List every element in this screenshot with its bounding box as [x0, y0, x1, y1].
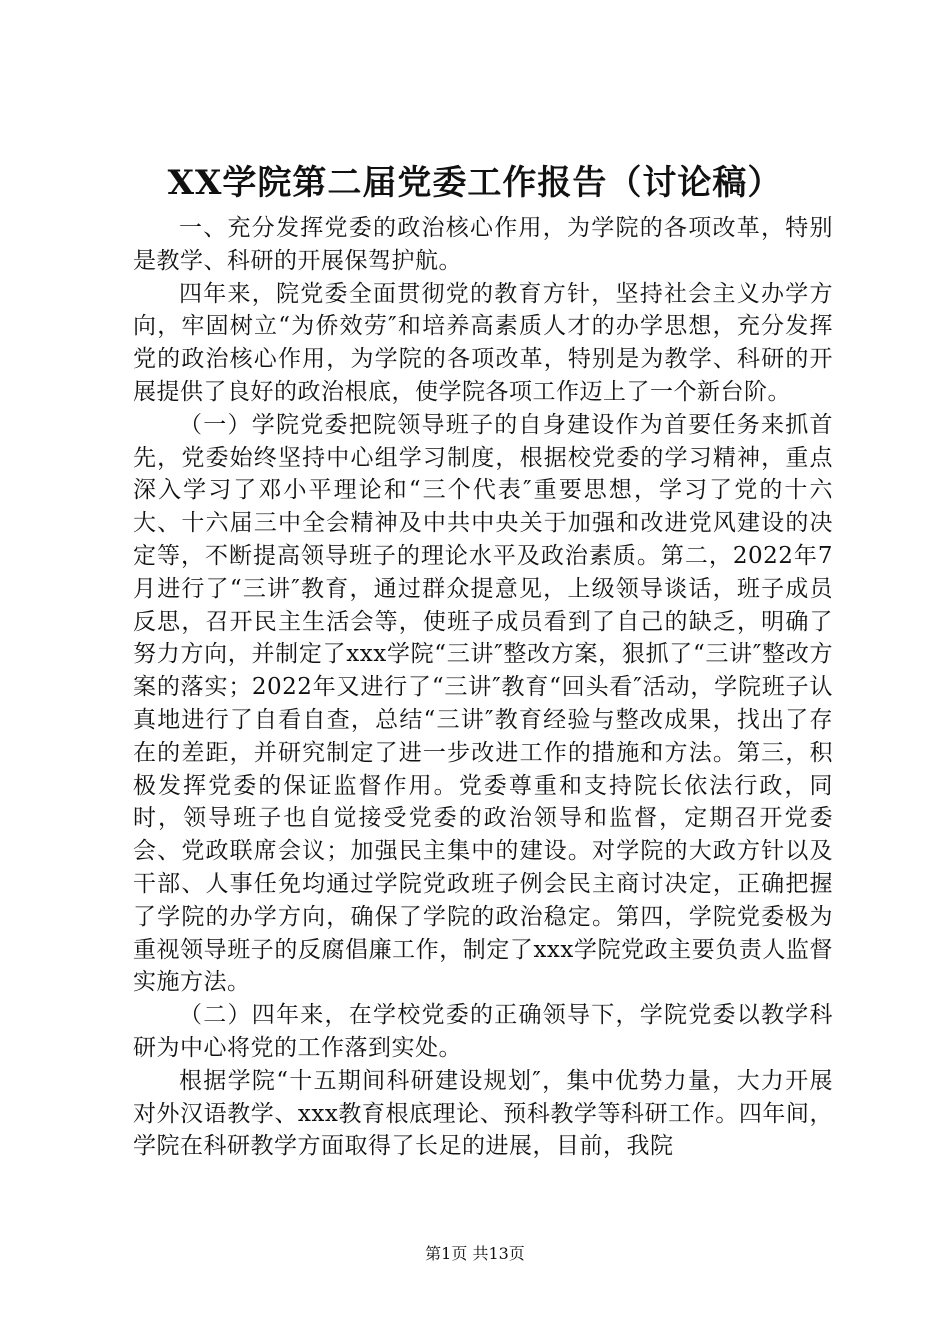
paragraph-2: 四年来，院党委全面贯彻党的教育方针，坚持社会主义办学方向，牢固树立“为侨效劳″和培养高素质人才的办学思想，充分发挥党的政治核心作用，为学院的各项改革，特别是为教学、科研的开展提供了良好的政治根底，使学院各项工作迈上了一个新台阶。: [133, 280, 833, 405]
paragraph-5: 根据学院“十五期间科研建设规划″，集中优势力量，大力开展对外汉语教学、xxx教育根底理论、预科教学等科研工作。四年间，学院在科研教学方面取得了长足的进展，目前，我院: [133, 1067, 833, 1160]
document-body: [133, 212, 833, 1163]
document-title: XX学院第二届党委工作报告（讨论稿）: [167, 163, 783, 203]
paragraph-3: （一）学院党委把院领导班子的自身建设作为首要任务来抓首先，党委始终坚持中心组学习制度，根据校党委的学习精神，重点深入学习了邓小平理论和“三个代表″重要思想，学习了党的十六大、十六届三中全会精神及中共中央关于加强和改进党风建设的决定等，不断提高领导班子的理论水平及政治素质。第二，2022年7月进行了“三讲″教育，通过群众提意见，上级领导谈话，班子成员反思，召开民主生活会等，使班子成员看到了自己的缺乏，明确了努力方向，并制定了xxx学院“三讲″整改方案，狠抓了“三讲″整改方案的落实；2022年又进行了“三讲″教育“回头看″活动，学院班子认真地进行了自看自查，总结“三讲″教育经验与整改成果，找出了存在的差距，并研究制定了进一步改进工作的措施和方法。第三，积极发挥党委的保证监督作用。党委尊重和支持院长依法行政，同时，领导班子也自觉接受党委的政治领导和监督，定期召开党委会、党政联席会议；加强民主集中的建设。对学院的大政方针以及干部、人事任免均通过学院党政班子例会民主商讨决定，正确把握了学院的办学方向，确保了学院的政治稳定。第四，学院党委极为重视领导班子的反腐倡廉工作，制定了xxx学院党政主要负责人监督实施方法。: [133, 411, 833, 996]
paragraph-4: （二）四年来，在学校党委的正确领导下，学院党委以教学科研为中心将党的工作落到实处。: [133, 1002, 833, 1061]
paragraph-1: 一、充分发挥党委的政治核心作用，为学院的各项改革，特别是教学、科研的开展保驾护航。: [133, 215, 833, 274]
page-number-footer: 第1页 共13页: [425, 1244, 525, 1263]
